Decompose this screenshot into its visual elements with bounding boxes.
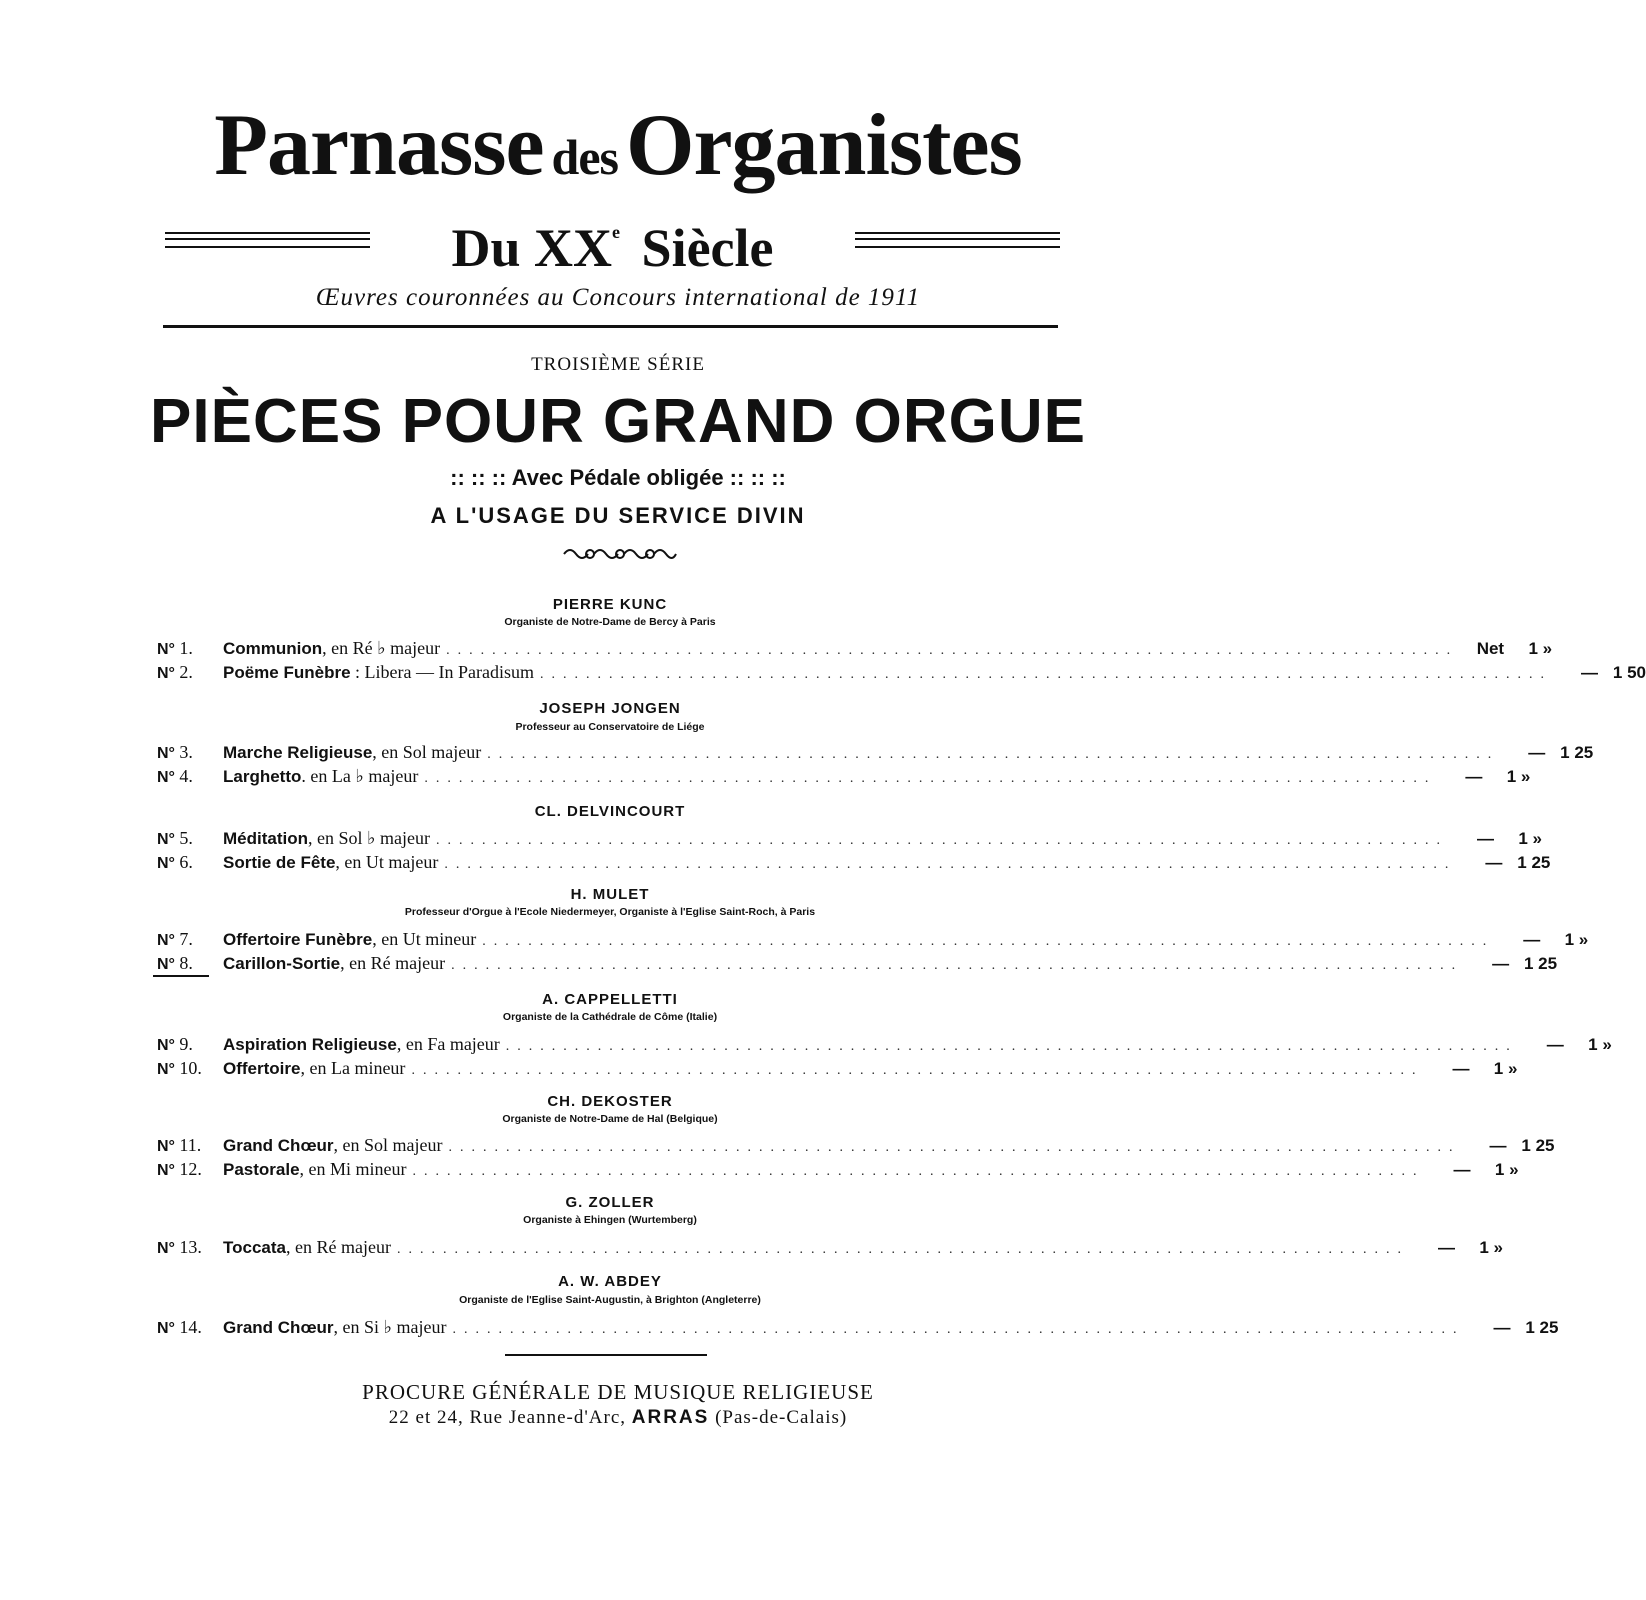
left-decorative-rule (165, 232, 370, 248)
piece-row (157, 1235, 1503, 1259)
piece-title-group (223, 850, 438, 875)
dot-leader: ........................................................................................ (411, 1063, 1424, 1078)
composer-name: PIERRE KUNC (552, 596, 668, 613)
price-marker: — (1485, 853, 1503, 872)
dot-leader: ........................................................................................ (446, 643, 1459, 658)
price-marker: — (1476, 829, 1494, 848)
piece-row (157, 764, 1531, 788)
composer-name: A. CAPPELLETTI (542, 991, 678, 1008)
number-value: 11. (179, 1135, 202, 1155)
piece-price: 1 » (1506, 767, 1531, 786)
piece-title-group (223, 740, 481, 765)
composer-description: Organiste de la Cathédrale de Côme (Italie) (502, 1011, 718, 1023)
piece-number (157, 1157, 223, 1183)
number-value: 6. (179, 852, 193, 872)
composer-name: A. W. ABDEY (558, 1273, 662, 1290)
piece-title-group (223, 764, 418, 789)
piece-number (157, 951, 223, 977)
price-marker: — (1437, 1238, 1455, 1257)
piece-key: , en Sol majeur (372, 742, 482, 762)
number-value: 13. (179, 1237, 202, 1257)
piece-price: 1 25 (1517, 853, 1551, 872)
composer-description: Organiste à Ehingen (Wurtemberg) (523, 1214, 697, 1226)
piece-row (157, 1032, 1612, 1056)
piece-title: Méditation (223, 829, 308, 848)
usage-note: A L'USAGE DU SERVICE DIVIN (430, 503, 806, 528)
price-marker: — (1492, 954, 1510, 973)
piece-number (157, 850, 223, 876)
piece-key: , en Sol ♭ majeur (308, 828, 430, 848)
main-heading (0, 96, 1236, 207)
piece-key: . en La ♭ majeur (301, 766, 419, 786)
piece-row (157, 636, 1553, 660)
piece-row (157, 1157, 1519, 1181)
piece-title: Poëme Funèbre (223, 663, 351, 682)
price-marker: — (1452, 1059, 1470, 1078)
piece-number (157, 740, 223, 766)
piece-row (157, 1056, 1518, 1080)
price-marker: Net (1476, 639, 1505, 658)
price-marker: — (1581, 663, 1599, 682)
piece-row (157, 951, 1558, 975)
piece-title: Marche Religieuse (223, 743, 373, 762)
piece-title-group (223, 1157, 407, 1182)
piece-title-group (223, 951, 445, 976)
piece-title-group (223, 1133, 442, 1158)
number-value: 10. (179, 1058, 202, 1078)
price-marker: — (1489, 1136, 1507, 1155)
piece-title: Offertoire Funèbre (223, 930, 373, 949)
number-value: 1. (179, 638, 193, 658)
composer-name: CL. DELVINCOURT (534, 803, 686, 820)
piece-price: 1 » (1528, 639, 1553, 658)
piece-key: , en Ré ♭ majeur (322, 638, 441, 658)
piece-row (157, 740, 1594, 764)
number-value: 2. (179, 662, 193, 682)
price-marker: — (1546, 1035, 1564, 1054)
piece-title: Carillon-Sortie (223, 954, 341, 973)
number-value: 4. (179, 766, 193, 786)
number-label: N° (157, 1162, 175, 1179)
dot-leader: ........................................................................................ (505, 1039, 1518, 1054)
piece-title: Offertoire (223, 1059, 301, 1078)
piece-number (157, 660, 223, 686)
number-label: N° (157, 855, 175, 872)
piece-row (157, 1315, 1559, 1339)
number-label: N° (157, 641, 175, 658)
piece-title-group (223, 1315, 446, 1340)
piece-title-group (223, 927, 476, 952)
piece-row (157, 1133, 1555, 1157)
piece-title-group (223, 1235, 391, 1260)
piece-number (157, 927, 223, 953)
dot-leader: ........................................................................................ (487, 747, 1500, 762)
heading-word-parnasse: Parnasse (214, 97, 544, 194)
piece-number (157, 636, 223, 662)
dot-leader: ........................................................................................ (444, 857, 1457, 872)
piece-title: Grand Chœur (223, 1318, 334, 1337)
piece-price: 1 25 (1525, 1318, 1559, 1337)
dot-leader: ........................................................................................ (451, 958, 1464, 973)
number-label: N° (157, 1061, 175, 1078)
composer-description: Professeur au Conservatoire de Liége (515, 721, 705, 733)
piece-title: Larghetto (223, 767, 302, 786)
composer-name: G. ZOLLER (565, 1194, 655, 1211)
piece-title: Toccata (223, 1238, 286, 1257)
century-heading (452, 202, 774, 278)
piece-number (157, 1056, 223, 1082)
pedal-note: :: :: :: Avec Pédale obligée :: :: :: (450, 465, 786, 490)
piece-price: 1 » (1564, 930, 1589, 949)
piece-price: 1 » (1588, 1035, 1612, 1054)
price-marker: — (1528, 743, 1546, 762)
composer-description: Professeur d'Orgue à l'Ecole Niedermeyer, Organiste à l'Eglise Saint-Roch, à Paris (404, 906, 816, 918)
piece-key: , en Ré majeur (340, 953, 446, 973)
piece-title: Communion (223, 639, 323, 658)
piece-row (157, 927, 1589, 951)
number-label: N° (157, 1037, 175, 1054)
price-marker: — (1465, 767, 1483, 786)
piece-title-group (223, 636, 440, 661)
number-label: N° (157, 956, 175, 973)
piece-number (157, 764, 223, 790)
subtitle: Œuvres couronnées au Concours international de 1911 (315, 284, 921, 311)
series-label: TROISIÈME SÉRIE (531, 354, 705, 375)
heading-word-organistes: Organistes (626, 97, 1022, 194)
piece-number (157, 1235, 223, 1261)
right-decorative-rule (855, 232, 1060, 248)
piece-price: 1 » (1479, 1238, 1503, 1257)
piece-price: 1 » (1494, 1160, 1519, 1179)
number-label: N° (157, 932, 175, 949)
number-value: 7. (179, 929, 193, 949)
number-label: N° (157, 831, 175, 848)
piece-price: 1 25 (1521, 1136, 1555, 1155)
piece-row (157, 850, 1551, 874)
price-marker: — (1493, 1318, 1511, 1337)
piece-title: Grand Chœur (223, 1136, 334, 1155)
dot-leader: ........................................................................................ (396, 1242, 1409, 1257)
century-heading-end: Siècle (641, 218, 774, 278)
composer-name: CH. DEKOSTER (547, 1093, 673, 1110)
scroll-ornament-icon (560, 541, 678, 571)
address-street: 22 et 24, Rue Jeanne-d'Arc, (388, 1407, 627, 1428)
number-label: N° (157, 745, 175, 762)
price-marker: — (1453, 1160, 1471, 1179)
piece-number (157, 1315, 223, 1341)
piece-title: Sortie de Fête (223, 853, 336, 872)
piece-number (157, 826, 223, 852)
dot-leader: ........................................................................................ (540, 667, 1553, 682)
piece-number (157, 1133, 223, 1159)
dot-leader: ........................................................................................ (435, 833, 1448, 848)
price-marker: — (1523, 930, 1541, 949)
piece-key: , en Sol majeur (333, 1135, 443, 1155)
piece-title-group (223, 826, 430, 851)
composer-description: Organiste de Notre-Dame de Hal (Belgique) (502, 1113, 718, 1125)
collection-title: PIÈCES POUR GRAND ORGUE (150, 387, 1086, 456)
number-label: N° (157, 1240, 175, 1257)
piece-key: , en La mineur (300, 1058, 406, 1078)
address-city: ARRAS (631, 1407, 710, 1428)
piece-title-group (223, 660, 534, 685)
composer-description: Organiste de Notre-Dame de Bercy à Paris (504, 616, 716, 628)
heading-word-des: des (551, 129, 618, 185)
century-heading-main: Du XX (451, 218, 613, 278)
number-value: 8. (179, 953, 193, 973)
number-value: 9. (179, 1034, 193, 1054)
handwritten-underline (153, 975, 209, 977)
piece-key: , en Ut majeur (335, 852, 439, 872)
number-value: 5. (179, 828, 193, 848)
number-label: N° (157, 1138, 175, 1155)
dot-leader: ........................................................................................ (482, 934, 1495, 949)
piece-key: : Libera — In Paradisum (350, 662, 535, 682)
piece-key: , en Mi mineur (299, 1159, 407, 1179)
composer-name: H. MULET (570, 886, 650, 903)
bottom-divider (505, 1354, 707, 1356)
composer-description: Organiste de l'Eglise Saint-Augustin, à Brighton (Angleterre) (459, 1294, 761, 1306)
piece-key: , en Fa majeur (396, 1034, 500, 1054)
piece-key: , en Si ♭ majeur (333, 1317, 447, 1337)
publisher-name: PROCURE GÉNÉRALE DE MUSIQUE RELIGIEUSE (362, 1380, 874, 1404)
piece-title: Pastorale (223, 1160, 300, 1179)
piece-key: , en Ut mineur (372, 929, 477, 949)
piece-number (157, 1032, 223, 1058)
piece-price: 1 25 (1560, 743, 1594, 762)
piece-row (157, 660, 1646, 684)
number-value: 12. (179, 1159, 202, 1179)
century-superscript: e (612, 222, 621, 242)
piece-price: 1 50 (1612, 663, 1646, 682)
dot-leader: ........................................................................................ (424, 771, 1437, 786)
piece-title-group (223, 1032, 500, 1057)
number-label: N° (157, 769, 175, 786)
century-heading-row (165, 208, 1060, 278)
dot-leader: ........................................................................................ (452, 1322, 1465, 1337)
piece-price: 1 » (1493, 1059, 1518, 1078)
dot-leader: ........................................................................................ (412, 1164, 1425, 1179)
number-label: N° (157, 1320, 175, 1337)
piece-title-group (223, 1056, 405, 1081)
address-region: (Pas-de-Calais) (715, 1407, 848, 1428)
piece-row (157, 826, 1542, 850)
publisher-address (0, 1407, 1236, 1429)
number-label: N° (157, 665, 175, 682)
piece-key: , en Ré majeur (286, 1237, 391, 1257)
top-divider (163, 325, 1058, 328)
piece-price: 1 25 (1524, 954, 1558, 973)
number-value: 3. (179, 742, 193, 762)
number-value: 14. (179, 1317, 202, 1337)
composer-name: JOSEPH JONGEN (539, 700, 681, 717)
dot-leader: ........................................................................................ (448, 1140, 1461, 1155)
piece-title: Aspiration Religieuse (223, 1035, 397, 1054)
piece-price: 1 » (1518, 829, 1542, 848)
